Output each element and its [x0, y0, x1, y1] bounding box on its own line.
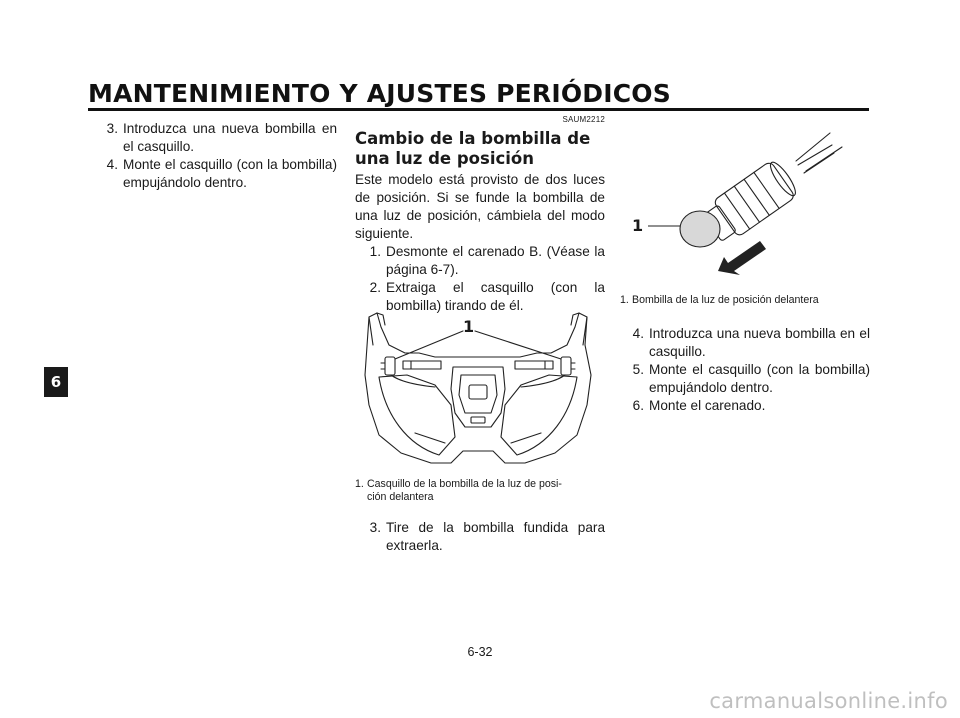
middle-column — [355, 115, 605, 315]
left-column — [92, 120, 337, 192]
step-number: 5. — [632, 362, 644, 377]
figure-caption — [355, 478, 605, 504]
bulb-figure — [620, 125, 870, 280]
figure-caption — [620, 294, 870, 307]
caption-number: 1. — [620, 294, 629, 306]
chapter-tab: 6 — [44, 367, 68, 397]
step-number: 3. — [106, 121, 118, 136]
caption-text-continued: ción delantera — [367, 491, 434, 503]
step-number: 1. — [369, 244, 381, 259]
fairing-figure — [355, 305, 600, 470]
figure-callout-number: 1 — [463, 317, 475, 336]
step-text: Tire de la bombilla fundida para extraerla. — [386, 520, 605, 553]
middle-column-continued — [355, 519, 605, 555]
step-number: 2. — [369, 280, 381, 295]
step-item — [355, 243, 605, 279]
step-item — [92, 120, 337, 156]
step-text: Introduzca una nueva bombilla en el casquillo. — [649, 326, 870, 359]
page-number: 6-32 — [467, 645, 493, 659]
step-text: Introduzca una nueva bombilla en el casquillo. — [123, 121, 337, 154]
right-column-steps — [618, 325, 870, 415]
step-text: Monte el casquillo (con la bombilla) empujándolo dentro. — [649, 362, 870, 395]
caption-text: Bombilla de la luz de posición delantera — [632, 294, 819, 306]
page-header-title: MANTENIMIENTO Y AJUSTES PERIÓDICOS — [88, 79, 671, 108]
watermark: carmanualsonline.info — [709, 689, 948, 713]
caption-number: 1. — [355, 478, 364, 490]
step-number: 6. — [632, 398, 644, 413]
step-text: Extraiga el casquillo (con la bombilla) tirando de él. — [386, 280, 605, 313]
section-title: Cambio de la bombilla de una luz de posición — [355, 129, 591, 168]
step-number: 4. — [106, 157, 118, 172]
section-code: SAUM2212 — [562, 115, 605, 124]
step-number: 3. — [369, 520, 381, 535]
step-item — [355, 519, 605, 555]
step-item — [618, 397, 870, 415]
intro-paragraph: Este modelo está provisto de dos luces de posición. Si se funde la bombilla de una luz de posición, cámbiela del modo siguiente. — [355, 172, 605, 241]
step-item — [92, 156, 337, 192]
step-text: Monte el carenado. — [649, 398, 766, 413]
step-item — [618, 325, 870, 361]
header-rule — [88, 108, 869, 111]
step-text: Desmonte el carenado B. (Véase la página 6-7). — [386, 244, 605, 277]
figure-callout-number: 1 — [632, 216, 644, 235]
step-number: 4. — [632, 326, 644, 341]
step-item — [618, 361, 870, 397]
step-text: Monte el casquillo (con la bombilla) empujándolo dentro. — [123, 157, 337, 190]
caption-text: Casquillo de la bombilla de la luz de posi- — [367, 478, 562, 490]
